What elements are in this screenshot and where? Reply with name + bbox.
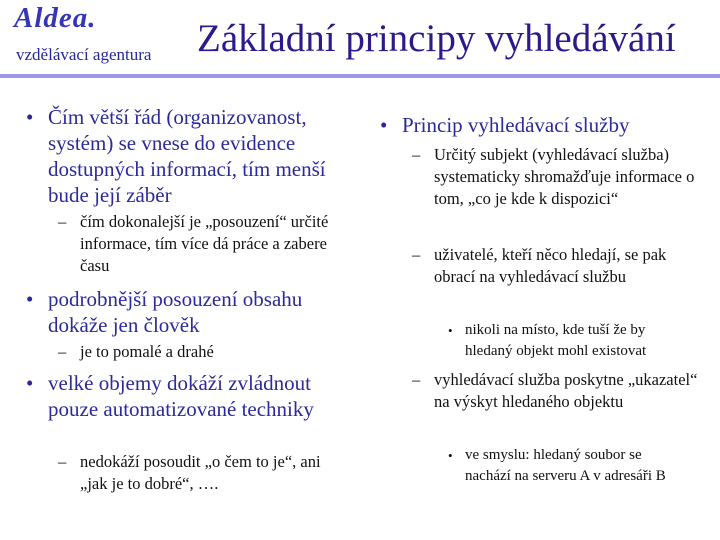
sub-bullet-item	[58, 211, 350, 277]
bullet-item	[26, 104, 353, 208]
title-divider	[0, 74, 720, 78]
bullet-text: Princip vyhledávací služby	[402, 113, 630, 137]
dash-marker: –	[412, 245, 421, 264]
logo-subtitle: vzdělávací agentura	[16, 45, 152, 64]
sub-bullet-text: uživatelé, kteří něco hledají, se pak obrací na vyhledávací službu	[434, 245, 667, 286]
bullet-dot: •	[26, 371, 34, 395]
sub-bullet-item	[58, 451, 350, 495]
dash-marker: –	[58, 342, 67, 361]
sub-bullet-text: čím dokonalejší je „posouzení“ určité informace, tím více dá práce a zabere času	[80, 212, 329, 275]
dash-marker: –	[58, 212, 67, 231]
sub-bullet-text: nedokáží posoudit „o čem to je“, ani „jak je to dobré“, ….	[80, 452, 321, 493]
sub-sub-bullet-text: ve smyslu: hledaný soubor se nachází na serveru A v adresáři B	[465, 447, 666, 484]
bullet-item	[26, 370, 353, 422]
dash-marker: –	[412, 145, 421, 164]
sub-bullet-item	[412, 144, 699, 210]
bullet-dot: •	[448, 323, 453, 338]
slide-title: Základní principy vyhledávání	[197, 17, 676, 60]
bullet-text: velké objemy dokáží zvládnout pouze automatizované techniky	[48, 371, 314, 421]
sub-sub-bullet-text: nikoli na místo, kde tuší že by hledaný objekt mohl existovat	[465, 322, 647, 359]
bullet-dot: •	[26, 287, 34, 311]
sub-sub-bullet-item	[448, 320, 690, 362]
sub-bullet-text: je to pomalé a drahé	[80, 342, 214, 361]
logo: Aldea.	[14, 2, 97, 34]
bullet-text: Čím větší řád (organizovanost, systém) se vnese do evidence dostupných informací, tím menší bude její záběr	[48, 105, 326, 207]
dash-marker: –	[58, 452, 67, 471]
bullet-dot: •	[448, 448, 453, 463]
sub-bullet-item	[412, 244, 699, 288]
bullet-item	[380, 112, 717, 138]
sub-bullet-text: Určitý subjekt (vyhledávací služba) systematicky shromažďuje informace o tom, „co je kde k dispozici“	[434, 145, 695, 208]
bullet-text: podrobnější posouzení obsahu dokáže jen člověk	[48, 287, 303, 337]
bullet-item	[26, 286, 353, 338]
sub-bullet-item	[58, 341, 350, 363]
sub-bullet-item	[412, 369, 699, 413]
bullet-dot: •	[26, 105, 34, 129]
sub-bullet-text: vyhledávací služba poskytne „ukazatel“ na výskyt hledaného objektu	[434, 370, 698, 411]
bullet-dot: •	[380, 113, 388, 137]
sub-sub-bullet-item	[448, 445, 690, 487]
dash-marker: –	[412, 370, 421, 389]
